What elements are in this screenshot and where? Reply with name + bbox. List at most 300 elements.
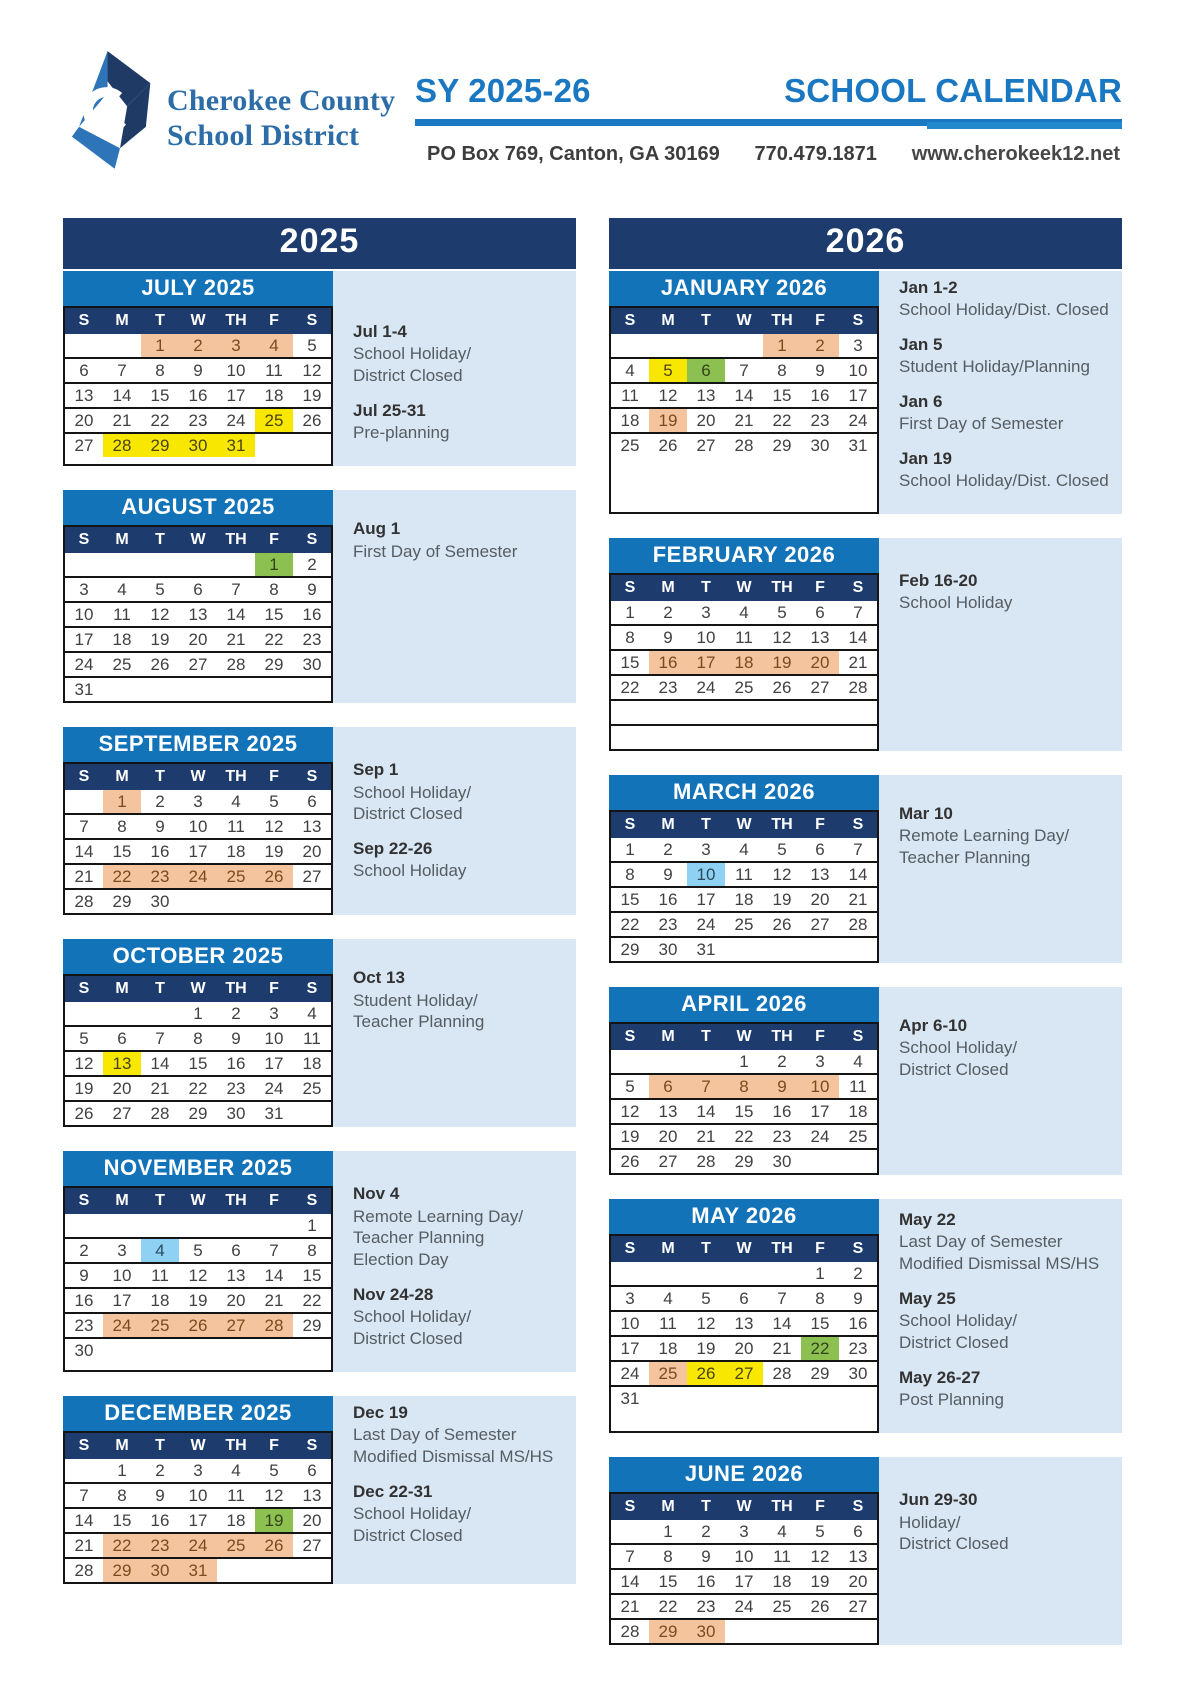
day-cell: 12	[264, 816, 284, 836]
day-cell-remote: 10	[687, 863, 725, 886]
weekday-label: T	[155, 312, 165, 329]
week-row	[65, 1025, 331, 1050]
header-rule-light	[927, 122, 1122, 129]
note-entry	[353, 1402, 564, 1468]
day-cell: 26	[150, 654, 170, 674]
day-cell: 9	[155, 816, 165, 836]
weekday-label: W	[736, 1498, 752, 1516]
week-row	[611, 1335, 877, 1360]
day-cell	[293, 890, 331, 913]
district-name-line1: Cherokee County	[167, 84, 396, 117]
day-cell: 29	[772, 435, 792, 455]
day-cell: 18	[226, 1510, 246, 1530]
day-cell-holiday: 23	[141, 1534, 179, 1557]
week-row	[65, 1075, 331, 1100]
day-cell: 7	[79, 816, 89, 836]
day-cell: 17	[112, 1290, 132, 1310]
day-cell-holiday: 8	[725, 1075, 763, 1098]
day-cell	[687, 334, 725, 357]
day-cell	[217, 678, 255, 701]
day-cell: 9	[663, 627, 673, 647]
day-cell	[179, 890, 217, 913]
day-cell	[649, 1262, 687, 1285]
weekday-label: M	[661, 1498, 675, 1516]
day-cell: 21	[112, 410, 132, 430]
week-row	[611, 699, 877, 724]
day-cell: 3	[815, 1051, 825, 1071]
day-cell: 11	[151, 1265, 169, 1285]
note-entry	[353, 1284, 564, 1350]
day-cell: 2	[701, 1521, 711, 1541]
notes-july-2025	[333, 271, 576, 466]
weekday-label: S	[78, 531, 90, 549]
note-date: Nov 4	[353, 1184, 400, 1204]
weekday-label: S	[624, 1240, 636, 1258]
calendar-grid-november-2025	[63, 1186, 333, 1372]
day-cell: 7	[853, 602, 863, 622]
day-cell: 27	[696, 435, 716, 455]
day-cell: 3	[117, 1240, 127, 1260]
day-cell: 27	[658, 1151, 678, 1171]
note-entry	[899, 803, 1110, 869]
day-cell: 7	[777, 1288, 787, 1308]
day-cell: 9	[231, 1028, 241, 1048]
day-cell: 13	[848, 1546, 868, 1566]
day-cell	[179, 678, 217, 701]
day-cell: 1	[117, 1460, 127, 1480]
weekday-header-row	[65, 976, 331, 1002]
notes-march-2026	[879, 775, 1122, 963]
day-cell: 12	[772, 627, 792, 647]
day-cell: 18	[302, 1053, 322, 1073]
day-cell: 9	[701, 1546, 711, 1566]
day-cell	[687, 726, 725, 749]
day-cell: 21	[696, 1126, 716, 1146]
day-cell: 8	[815, 1288, 825, 1308]
weekday-label: S	[306, 531, 318, 549]
note-date: Jan 1-2	[899, 278, 958, 297]
week-row	[65, 1050, 331, 1075]
weekday-label: S	[306, 1437, 318, 1455]
day-cell: 19	[772, 889, 792, 909]
day-cell: 26	[772, 677, 792, 697]
day-cell: 14	[848, 627, 868, 647]
day-cell	[255, 890, 293, 913]
calendar-grid-april-2026	[609, 1022, 879, 1175]
note-date: Jul 1-4	[353, 322, 407, 341]
weekday-label: TH	[771, 312, 793, 329]
day-cell: 5	[79, 1028, 89, 1048]
day-cell: 3	[853, 335, 863, 355]
note-description-line: Pre-planning	[353, 422, 450, 442]
day-cell: 1	[625, 602, 635, 622]
day-cell-planning: 31	[217, 434, 255, 457]
day-cell: 10	[112, 1265, 132, 1285]
calendar-july-2025	[63, 271, 333, 466]
day-cell: 15	[112, 1510, 132, 1530]
day-cell	[103, 1002, 141, 1025]
day-cell: 27	[810, 677, 830, 697]
day-cell: 15	[772, 385, 792, 405]
note-entry	[899, 448, 1110, 492]
weekday-label: W	[190, 1437, 206, 1455]
month-title-february-2026: FEBRUARY 2026	[609, 538, 879, 573]
day-cell: 4	[625, 360, 635, 380]
note-entry	[353, 759, 564, 825]
note-date: May 26-27	[899, 1367, 981, 1387]
day-cell: 21	[772, 1338, 792, 1358]
day-cell: 29	[734, 1151, 754, 1171]
day-cell: 4	[777, 1521, 787, 1541]
day-cell: 27	[188, 654, 208, 674]
weekday-label: M	[661, 816, 675, 834]
day-cell: 28	[226, 654, 246, 674]
weekday-header-row	[611, 1024, 877, 1050]
weekday-label: M	[115, 1192, 129, 1210]
day-cell: 18	[112, 629, 132, 649]
day-cell: 8	[777, 360, 787, 380]
month-title-september-2025: SEPTEMBER 2025	[63, 727, 333, 762]
day-cell	[725, 726, 763, 749]
day-cell: 13	[810, 627, 830, 647]
week-row	[65, 1214, 331, 1237]
day-cell: 17	[74, 629, 94, 649]
day-cell	[141, 678, 179, 701]
day-cell: 5	[777, 602, 787, 622]
day-cell	[839, 938, 877, 961]
day-cell: 12	[302, 360, 322, 380]
week-row	[611, 1123, 877, 1148]
weekday-label: F	[269, 531, 279, 549]
weekday-label: W	[736, 579, 752, 597]
district-website: www.cherokeek12.net	[911, 143, 1120, 165]
notes-september-2025	[333, 727, 576, 915]
day-cell: 13	[734, 1313, 754, 1333]
day-cell	[801, 938, 839, 961]
weekday-label: M	[115, 531, 129, 549]
weekday-label: W	[190, 768, 206, 786]
day-cell: 31	[696, 939, 716, 959]
day-cell	[649, 701, 687, 724]
day-cell: 28	[734, 435, 754, 455]
day-cell-semester: 22	[801, 1337, 839, 1360]
day-cell	[839, 726, 877, 749]
day-cell: 21	[620, 1596, 640, 1616]
day-cell: 8	[193, 1028, 203, 1048]
day-cell-holiday: 1	[141, 334, 179, 357]
day-cell	[611, 1520, 649, 1543]
note-entry	[899, 277, 1110, 321]
month-april-2026	[609, 987, 1122, 1175]
weekday-label: S	[852, 1498, 864, 1516]
day-cell	[217, 1214, 255, 1237]
day-cell-holiday: 3	[217, 334, 255, 357]
day-cell-holiday: 4	[255, 334, 293, 357]
day-cell	[611, 726, 649, 749]
district-name	[167, 84, 395, 154]
day-cell: 29	[810, 1363, 830, 1383]
notes-may-2026	[879, 1199, 1122, 1433]
note-date: Oct 13	[353, 968, 405, 988]
week-row	[611, 674, 877, 699]
weekday-label: TH	[771, 1028, 793, 1046]
day-cell	[255, 1214, 293, 1237]
day-cell: 23	[226, 1078, 246, 1098]
month-august-2025	[63, 490, 576, 703]
day-cell: 2	[663, 839, 673, 859]
weekday-label: TH	[225, 1437, 247, 1455]
header-rule	[415, 119, 1122, 126]
day-cell-holiday: 26	[255, 865, 293, 888]
week-row	[611, 334, 877, 357]
weekday-label: W	[736, 816, 752, 834]
day-cell: 18	[658, 1338, 678, 1358]
day-cell: 10	[74, 604, 94, 624]
day-cell	[725, 1262, 763, 1285]
day-cell-planning: 5	[649, 359, 687, 382]
day-cell: 28	[150, 1103, 170, 1123]
day-cell: 10	[264, 1028, 284, 1048]
day-cell: 14	[848, 864, 868, 884]
day-cell	[801, 701, 839, 724]
day-cell: 28	[74, 891, 94, 911]
day-cell	[293, 1102, 331, 1125]
week-row	[65, 676, 331, 701]
day-cell	[649, 726, 687, 749]
note-date: May 22	[899, 1210, 956, 1230]
day-cell: 16	[302, 604, 322, 624]
day-cell-holiday: 26	[179, 1314, 217, 1337]
week-row	[65, 813, 331, 838]
day-cell: 27	[848, 1596, 868, 1616]
note-description-line: First Day of Semester	[353, 541, 518, 561]
week-row	[65, 1557, 331, 1582]
weekday-label: W	[190, 980, 206, 998]
day-cell	[687, 701, 725, 724]
week-row	[65, 1002, 331, 1025]
week-row	[65, 1337, 331, 1362]
day-cell: 23	[772, 1126, 792, 1146]
weekday-label: TH	[225, 980, 247, 998]
day-cell: 2	[307, 554, 317, 574]
day-cell: 18	[150, 1290, 170, 1310]
note-description-line: First Day of Semester	[899, 413, 1064, 433]
week-row	[65, 334, 331, 357]
day-cell: 23	[658, 677, 678, 697]
day-cell: 31	[264, 1103, 284, 1123]
day-cell: 5	[307, 335, 317, 355]
calendar-april-2026	[609, 987, 879, 1175]
day-cell: 27	[810, 914, 830, 934]
day-cell: 20	[188, 629, 208, 649]
day-cell: 24	[226, 410, 246, 430]
note-date: Mar 10	[899, 804, 953, 824]
day-cell: 31	[74, 679, 94, 699]
months-2025	[63, 271, 576, 1584]
week-row	[611, 838, 877, 861]
day-cell-planning: 13	[103, 1052, 141, 1075]
day-cell	[255, 434, 293, 457]
day-cell	[839, 1150, 877, 1173]
day-cell: 12	[772, 864, 792, 884]
day-cell	[65, 1002, 103, 1025]
day-cell: 29	[112, 891, 132, 911]
day-cell: 18	[734, 889, 754, 909]
month-june-2026	[609, 1457, 1122, 1645]
note-entry	[353, 518, 564, 562]
day-cell: 16	[658, 889, 678, 909]
day-cell: 25	[620, 435, 640, 455]
day-cell: 11	[113, 604, 131, 624]
week-row	[611, 1098, 877, 1123]
day-cell	[179, 1339, 217, 1362]
day-cell: 9	[663, 864, 673, 884]
day-cell: 4	[307, 1003, 317, 1023]
day-cell: 10	[620, 1313, 640, 1333]
day-cell: 13	[74, 385, 94, 405]
weekday-label: T	[155, 531, 165, 549]
note-description-line: School Holiday/	[899, 1038, 1018, 1058]
day-cell: 13	[696, 385, 716, 405]
week-row	[65, 888, 331, 913]
day-cell: 16	[772, 1101, 792, 1121]
day-cell: 14	[264, 1265, 284, 1285]
day-cell: 30	[302, 654, 322, 674]
note-entry	[899, 391, 1110, 435]
week-row	[611, 1543, 877, 1568]
day-cell: 14	[150, 1053, 170, 1073]
day-cell-holiday: 27	[217, 1314, 255, 1337]
day-cell: 8	[117, 1485, 127, 1505]
day-cell: 6	[815, 602, 825, 622]
day-cell: 23	[302, 629, 322, 649]
day-cell	[217, 553, 255, 576]
day-cell: 19	[150, 629, 170, 649]
day-cell: 14	[734, 385, 754, 405]
day-cell	[103, 1339, 141, 1362]
day-cell: 18	[848, 1101, 868, 1121]
day-cell: 7	[269, 1240, 279, 1260]
day-cell	[65, 1459, 103, 1482]
day-cell: 19	[188, 1290, 208, 1310]
weekday-label: M	[661, 579, 675, 597]
note-description-line: School Holiday	[899, 593, 1013, 613]
week-row	[611, 1520, 877, 1543]
day-cell: 26	[658, 435, 678, 455]
note-description-line: Modified Dismissal MS/HS	[353, 1447, 554, 1467]
months-2026	[609, 271, 1122, 1645]
day-cell: 5	[815, 1521, 825, 1541]
day-cell: 8	[625, 864, 635, 884]
day-cell: 6	[815, 839, 825, 859]
note-description-line: District Closed	[353, 1525, 463, 1545]
calendar-october-2025	[63, 939, 333, 1127]
day-cell: 20	[696, 410, 716, 430]
day-cell: 21	[150, 1078, 170, 1098]
day-cell: 10	[188, 1485, 208, 1505]
day-cell: 18	[772, 1571, 792, 1591]
note-description-line: Modified Dismissal MS/HS	[899, 1254, 1100, 1274]
day-cell: 18	[264, 385, 284, 405]
note-date: May 25	[899, 1288, 956, 1308]
day-cell: 9	[79, 1265, 89, 1285]
weekday-label: S	[852, 579, 864, 597]
day-cell: 17	[810, 1101, 830, 1121]
week-row	[611, 1568, 877, 1593]
day-cell-holiday: 19	[649, 409, 687, 432]
day-cell: 17	[188, 1510, 208, 1530]
day-cell	[65, 790, 103, 813]
day-cell: 6	[853, 1521, 863, 1541]
weekday-label: S	[624, 1028, 636, 1046]
note-entry	[353, 321, 564, 387]
district-logo-block	[63, 42, 415, 176]
day-cell: 7	[231, 579, 241, 599]
day-cell: 19	[620, 1126, 640, 1146]
day-cell-holiday: 2	[801, 334, 839, 357]
weekday-label: TH	[225, 1192, 247, 1210]
weekday-label: M	[115, 980, 129, 998]
day-cell-holiday: 29	[649, 1620, 687, 1643]
note-description-line: School Holiday/	[353, 344, 472, 364]
week-row	[65, 1287, 331, 1312]
day-cell: 23	[658, 914, 678, 934]
day-cell	[293, 1339, 331, 1362]
day-cell: 23	[696, 1596, 716, 1616]
day-cell	[179, 1214, 217, 1237]
day-cell: 5	[269, 791, 279, 811]
day-cell: 17	[188, 841, 208, 861]
day-cell: 26	[810, 1596, 830, 1616]
day-cell	[763, 1262, 801, 1285]
weekday-label: S	[306, 1192, 318, 1210]
header-right	[415, 42, 1122, 166]
day-cell: 24	[810, 1126, 830, 1146]
week-row	[611, 407, 877, 432]
week-row	[611, 1360, 877, 1385]
day-cell: 30	[226, 1103, 246, 1123]
day-cell	[103, 1214, 141, 1237]
day-cell: 11	[735, 627, 753, 647]
day-cell: 11	[621, 385, 639, 405]
month-title-january-2026: JANUARY 2026	[609, 271, 879, 306]
notes-april-2026	[879, 987, 1122, 1175]
day-cell: 26	[74, 1103, 94, 1123]
note-description-line: Remote Learning Day/	[353, 1206, 524, 1226]
day-cell: 5	[155, 579, 165, 599]
weekday-label: TH	[225, 531, 247, 549]
day-cell: 20	[74, 410, 94, 430]
day-cell: 3	[269, 1003, 279, 1023]
week-row	[65, 601, 331, 626]
note-description-line: School Holiday/	[353, 1504, 472, 1524]
day-cell: 15	[188, 1053, 208, 1073]
note-date: Dec 22-31	[353, 1481, 433, 1501]
day-cell	[801, 1150, 839, 1173]
day-cell: 15	[620, 652, 640, 672]
weekday-label: S	[624, 816, 636, 834]
day-cell: 21	[74, 1535, 94, 1555]
month-title-march-2026: MARCH 2026	[609, 775, 879, 810]
day-cell: 6	[307, 1460, 317, 1480]
day-cell: 5	[193, 1240, 203, 1260]
note-description-line: Holiday/	[899, 1512, 961, 1532]
day-cell	[255, 678, 293, 701]
note-date: Dec 19	[353, 1403, 408, 1423]
note-date: Jan 19	[899, 448, 952, 468]
day-cell-holiday: 25	[649, 1362, 687, 1385]
month-may-2026	[609, 1199, 1122, 1433]
